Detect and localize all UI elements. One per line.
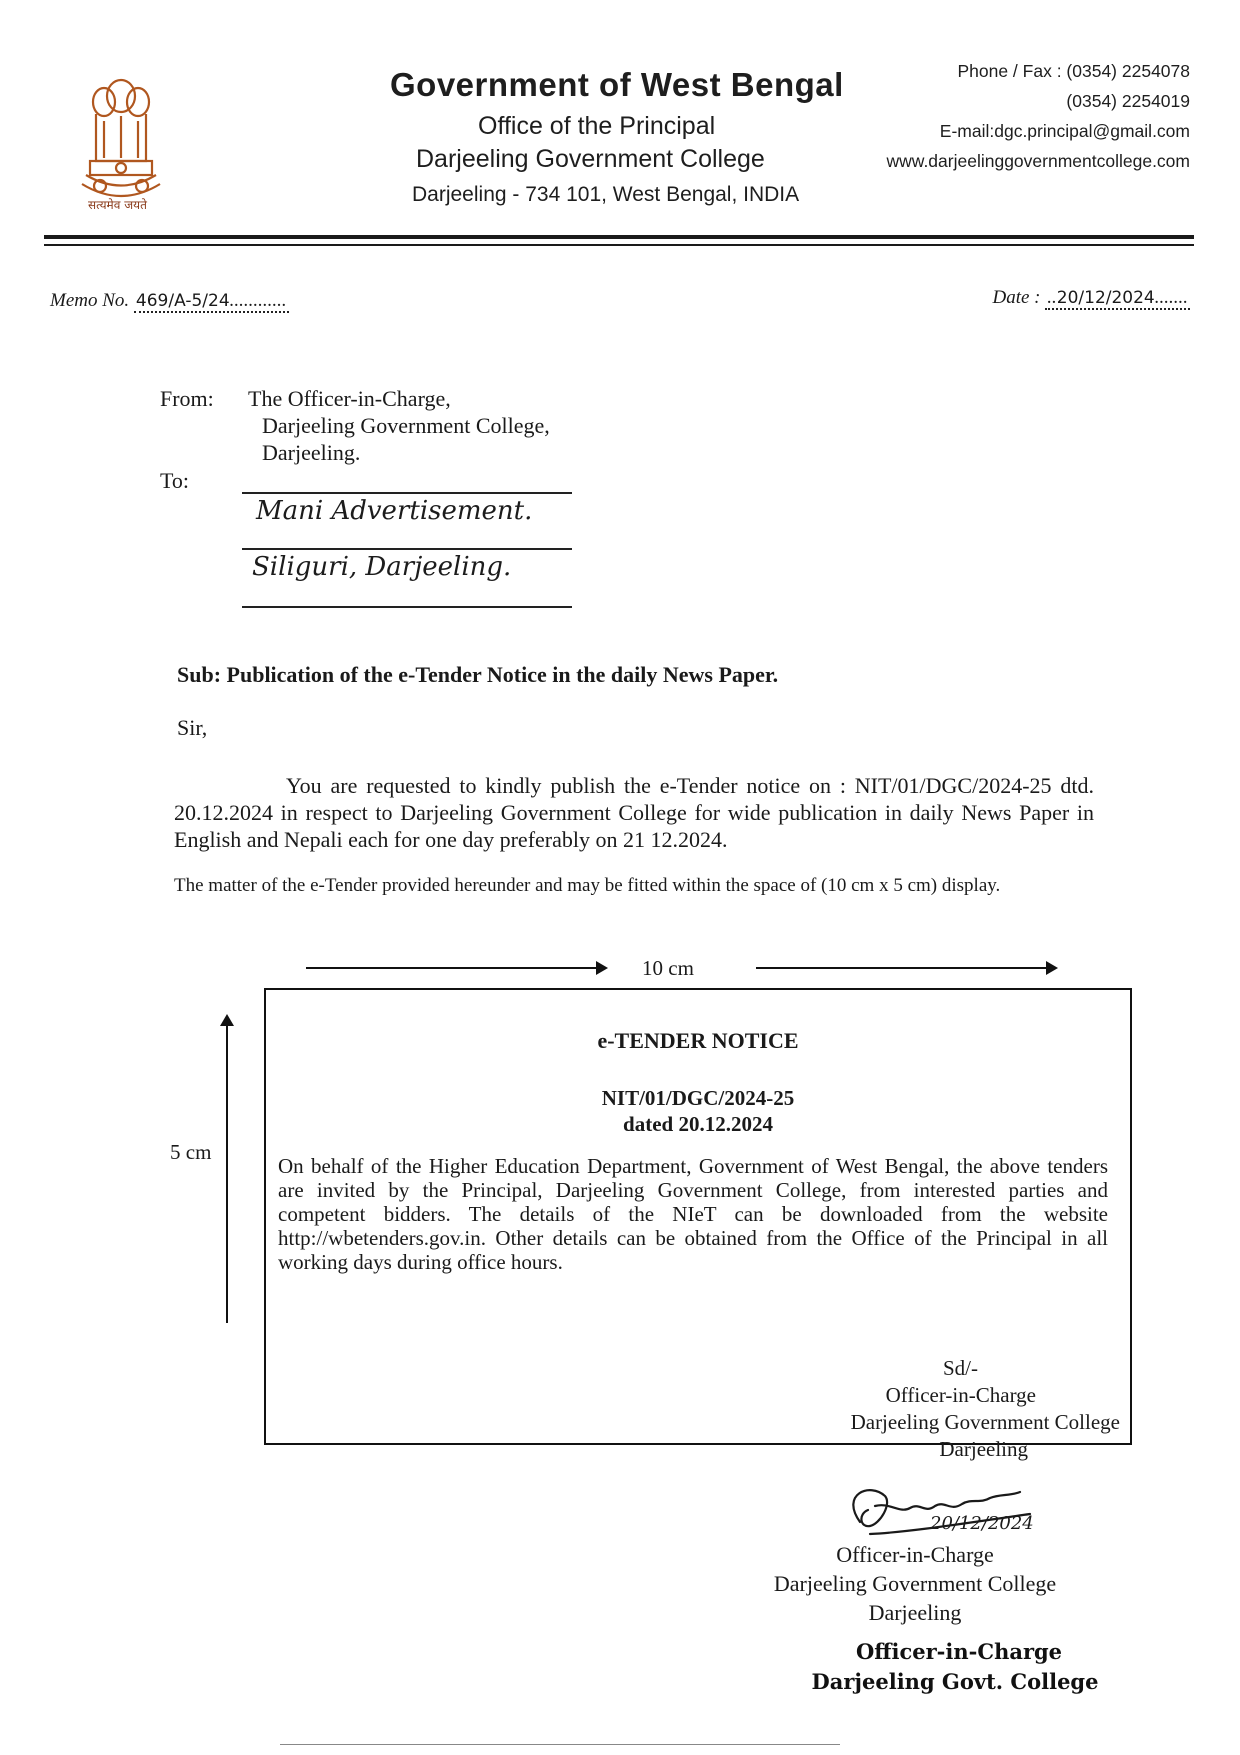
height-arrow [226,1018,228,1323]
tender-notice-box [264,988,1132,1461]
tender-sd: Sd/- [942,1356,978,1380]
to-underline-1 [242,492,572,494]
official-stamp [790,1637,1120,1697]
signatory-college: Darjeeling Government College [773,1571,1057,1596]
date-value: 20/12/2024 [1056,288,1155,308]
from-line-1: The Officer-in-Charge, [248,386,451,411]
memo-label: Memo No. [50,290,130,311]
tender-college: Darjeeling Government College [850,1410,1120,1434]
stamp-line-1: Officer-in-Charge [855,1639,1063,1664]
stamp-line-2: Darjeeling Govt. College [811,1669,1099,1694]
emblem-motto: सत्यमेव जयते [88,198,147,212]
contact-block [887,56,1191,176]
to-line-1: Mani Advertisement. [256,496,533,526]
letter-date: Date : ..20/12/2024....... [992,287,1188,308]
header-rule [44,235,1194,239]
signatory-place: Darjeeling [868,1600,962,1625]
width-label: 10 cm [642,956,694,980]
from-line-2: Darjeeling Government College, [262,413,550,438]
from-address [248,385,550,466]
width-arrow-left [306,967,606,969]
to-line-2: Siliguri, Darjeeling. [252,552,512,582]
signatory-block [730,1540,1100,1627]
subject-line: Sub: Publication of the e-Tender Notice in the daily News Paper. [177,662,779,687]
office-name: Office of the Principal [478,112,716,140]
from-label: From: [160,386,214,411]
to-underline-3 [242,606,572,608]
tender-dated: dated 20.12.2024 [623,1112,773,1136]
size-paragraph: The matter of the e-Tender provided hereunder and may be fitted within the space of (10 cm x 5 cm) display. [174,875,1001,896]
memo-value: 469/A-5/24 [135,291,230,311]
request-paragraph [174,772,1094,853]
tender-place: Darjeeling [939,1437,1028,1461]
footer-rule [280,1744,840,1745]
tender-reference [266,1085,1130,1137]
website: www.darjeelinggovernmentcollege.com [886,151,1190,171]
tender-body: On behalf of the Higher Education Department, Government of West Bengal, the above tenders are invited by the Principal, Darjeeling Government College, from interested parties and competent bidders. The details of the NIeT can be downloaded from the website http://wbetenders.gov.in. Other details can be obtained from the Office of the Principal in all working days during office hours. [278,1154,1108,1274]
phone-2: (0354) 2254019 [1066,91,1190,111]
request-paragraph-text: You are requested to kindly publish the e-Tender notice on : NIT/01/DGC/2024-25 dtd. 20.12.2024 in respect to Darjeeling Government College for wide publication in daily News Paper in English and Nepali each for one day preferably on 21 12.2024. [174,773,1094,852]
date-label: Date : [992,287,1041,308]
phone-fax: Phone / Fax : (0354) 2254078 [957,61,1190,81]
state-emblem-icon [76,66,166,216]
to-label: To: [160,468,190,493]
memo-number: Memo No. 469/A-5/24............ [50,290,287,311]
college-name: Darjeeling Government College [416,145,765,173]
width-arrow-right [756,967,1056,969]
header-rule-thin [44,244,1194,246]
height-label: 5 cm [170,1140,212,1164]
email: E-mail:dgc.principal@gmail.com [939,121,1190,141]
government-title: Government of West Bengal [390,66,844,103]
signatory-officer: Officer-in-Charge [836,1542,994,1567]
tender-nit: NIT/01/DGC/2024-25 [601,1086,795,1110]
college-address: Darjeeling - 734 101, West Bengal, INDIA [412,183,800,206]
signature-date: 20/12/2024 [930,1513,1034,1534]
salutation: Sir, [177,715,208,740]
tender-title: e-TENDER NOTICE [597,1028,799,1053]
from-line-3: Darjeeling. [262,440,361,465]
tender-signatory [851,1355,1120,1463]
to-underline-2 [242,548,572,550]
tender-officer: Officer-in-Charge [885,1383,1036,1407]
